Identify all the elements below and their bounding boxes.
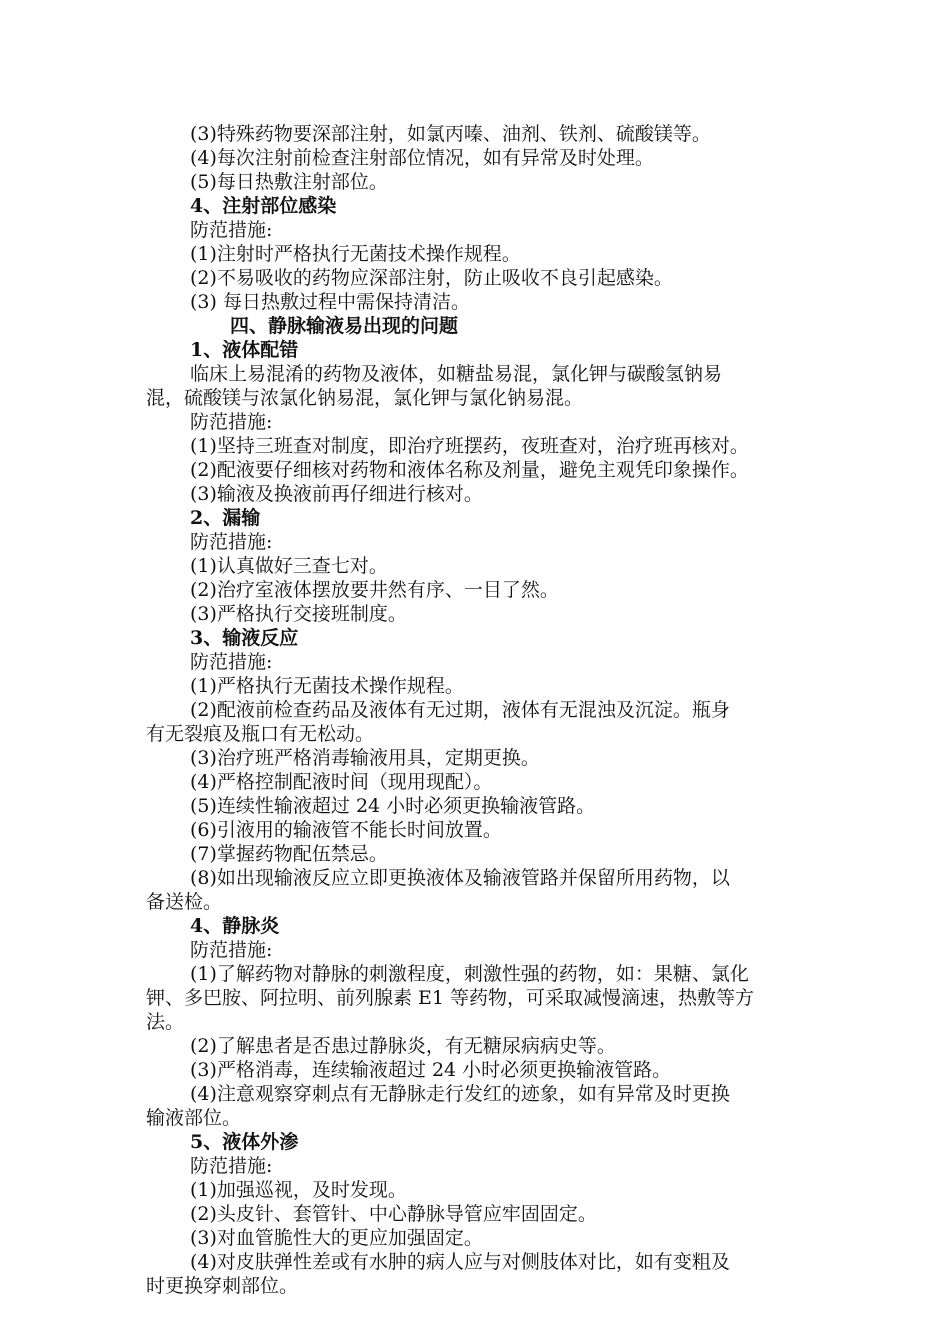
text-line: (4)对皮肤弹性差或有水肿的病人应与对侧肢体对比，如有变粗及 [190,1251,730,1273]
text-line: (8)如出现输液反应立即更换液体及输液管路并保留所用药物，以 [190,867,730,889]
text-line: (3)输液及换液前再仔细进行核对。 [190,483,483,505]
text-line: 防范措施: [190,411,273,433]
text-line: (4)严格控制配液时间（现用现配）。 [190,771,493,793]
text-line: (6)引液用的输液管不能长时间放置。 [190,819,502,841]
text-line: (4)注意观察穿刺点有无静脉走行发红的迹象，如有异常及时更换 [190,1083,730,1105]
text-line: (1)认真做好三查七对。 [190,555,388,577]
text-line: (1)加强巡视，及时发现。 [190,1179,407,1201]
text-line: 备送检。 [146,891,223,913]
text-line: 防范措施: [190,219,273,241]
text-line: (1)坚持三班查对制度，即治疗班摆药，夜班查对，治疗班再核对。 [190,435,749,457]
text-line: (1)了解药物对静脉的刺激程度，刺激性强的药物，如：果糖、氯化 [190,963,749,985]
text-line: 时更换穿刺部位。 [146,1275,299,1297]
text-line: (2)治疗室液体摆放要井然有序、一目了然。 [190,579,559,601]
text-line: 防范措施: [190,1155,273,1177]
text-line: (1)注射时严格执行无菌技术操作规程。 [190,243,521,265]
text-line: 临床上易混淆的药物及液体，如糖盐易混，氯化钾与碳酸氢钠易 [190,363,723,385]
text-line: (5)连续性输液超过 24 小时必须更换输液管路。 [190,795,596,817]
text-line: (1)严格执行无菌技术操作规程。 [190,675,464,697]
text-line: (3)对血管脆性大的更应加强固定。 [190,1227,483,1249]
text-line: (2)配液前检查药品及液体有无过期，液体有无混浊及沉淀。瓶身 [190,699,730,721]
text-line: (7)掌握药物配伍禁忌。 [190,843,388,865]
text-line: 钾、多巴胺、阿拉明、前列腺素 E1 等药物，可采取减慢滴速，热敷等方 [146,987,755,1009]
section-heading: 2、漏输 [190,507,261,529]
text-line: 法。 [146,1011,185,1033]
text-line: (3)严格消毒，连续输液超过 24 小时必须更换输液管路。 [190,1059,672,1081]
section-heading: 3、输液反应 [190,627,299,649]
text-line: (3)严格执行交接班制度。 [190,603,407,625]
section-heading: 1、液体配错 [190,339,299,361]
text-line: (2)不易吸收的药物应深部注射，防止吸收不良引起感染。 [190,267,673,289]
text-line: (3)治疗班严格消毒输液用具，定期更换。 [190,747,540,769]
section-heading: 4、静脉炎 [190,915,280,937]
text-line: (4)每次注射前检查注射部位情况，如有异常及时处理。 [190,147,654,169]
text-line: (3) 每日热敷过程中需保持清洁。 [190,291,470,313]
text-line: (2)配液要仔细核对药物和液体名称及剂量，避免主观凭印象操作。 [190,459,749,481]
text-line: (2)头皮针、套管针、中心静脉导管应牢固固定。 [190,1203,597,1225]
text-line: 防范措施: [190,651,273,673]
text-line: 防范措施: [190,939,273,961]
text-line: 输液部位。 [146,1107,242,1129]
text-line: (5)每日热敷注射部位。 [190,171,388,193]
text-line: 有无裂痕及瓶口有无松动。 [146,723,375,745]
text-line: (2)了解患者是否患过静脉炎，有无糖尿病病史等。 [190,1035,616,1057]
text-line: 混，硫酸镁与浓氯化钠易混，氯化钾与氯化钠易混。 [146,387,584,409]
text-line: (3)特殊药物要深部注射，如氯丙嗪、油剂、铁剂、硫酸镁等。 [190,123,711,145]
section-heading: 4、注射部位感染 [190,195,337,217]
text-line: 防范措施: [190,531,273,553]
chapter-heading: 四、静脉输液易出现的问题 [230,315,459,337]
section-heading: 5、液体外渗 [190,1131,299,1153]
